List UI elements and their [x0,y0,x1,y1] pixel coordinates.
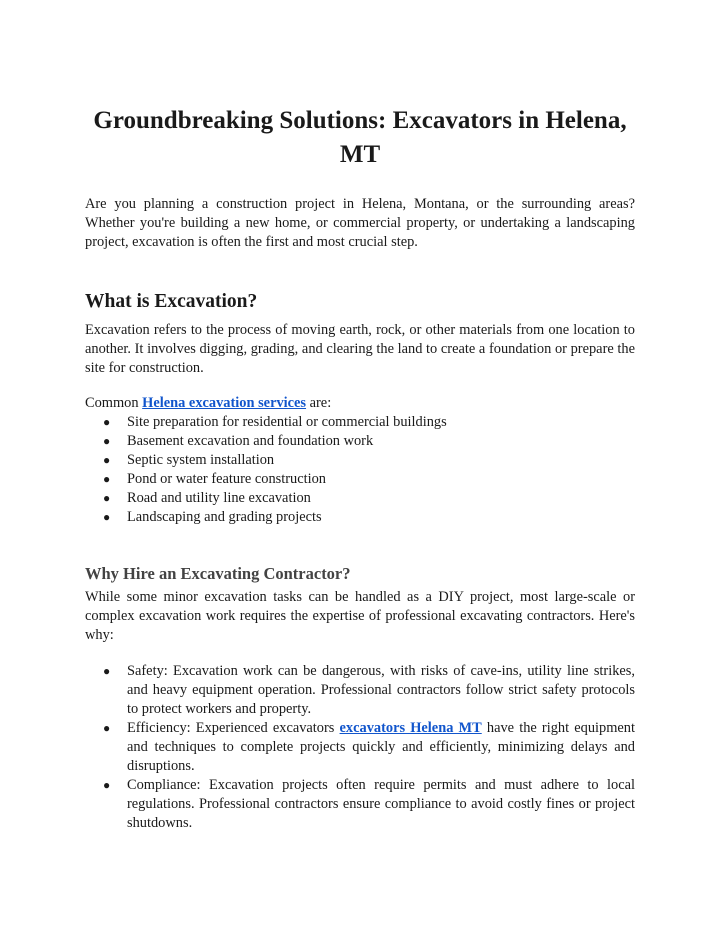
list-item [85,413,635,432]
list-item [85,489,635,508]
list-item [85,470,635,489]
reason-efficiency-suffix: have the right equipment and techniques to complete projects quickly and efficiently, minimizing delays and disruptions. [127,720,635,774]
list-item [85,451,635,470]
list-item [85,776,635,833]
helena-excavation-services-link[interactable]: Helena excavation services [142,395,307,411]
section-heading-what-is-excavation: What is Excavation? [85,291,258,312]
common-services-intro [85,394,635,413]
intro-paragraph: Are you planning a construction project in Helena, Montana, or the surrounding areas? Whether you're building a new home, or commercial property, or undertaking a landscaping project, excavation is often the first and most crucial step. [85,196,635,250]
reason-compliance-text: Compliance: Excavation projects often require permits and must adhere to local regulations. Professional contractors ensure compliance to avoid costly fines or project shutdowns. [127,777,635,831]
excavators-helena-mt-link[interactable]: excavators Helena MT [339,720,482,736]
bullet-icon: ● [103,453,111,467]
list-item [85,432,635,451]
reason-efficiency-prefix: Efficiency: Experienced excavators [127,720,340,736]
common-services-prefix: Common [85,395,143,411]
bullet-icon: ● [103,721,111,735]
bullet-icon: ● [103,491,111,505]
service-text: Road and utility line excavation [127,490,311,506]
bullet-icon: ● [103,778,111,792]
service-text: Basement excavation and foundation work [127,433,374,449]
bullet-icon: ● [103,434,111,448]
list-item [85,508,635,527]
common-services-suffix: are: [306,395,332,411]
service-text: Landscaping and grading projects [127,509,322,525]
service-text: Site preparation for residential or commercial buildings [127,414,447,430]
reason-safety-text: Safety: Excavation work can be dangerous, with risks of cave-ins, utility line strikes, and heavy equipment operation. Professional contractors follow strict safety protocols to protect workers and property. [127,663,635,717]
bullet-icon: ● [103,472,111,486]
services-list [85,413,635,527]
list-item [85,719,635,776]
bullet-icon: ● [103,664,111,678]
reasons-list [85,662,635,833]
page-title: Groundbreaking Solutions: Excavators in Helena, MT [93,107,627,168]
section-heading-why-hire: Why Hire an Excavating Contractor? [85,564,351,583]
list-item [85,662,635,719]
bullet-icon: ● [103,510,111,524]
bullet-icon: ● [103,415,111,429]
service-text: Septic system installation [127,452,275,468]
excavation-definition-paragraph: Excavation refers to the process of moving earth, rock, or other materials from one location to another. It involves digging, grading, and clearing the land to create a foundation or prepare the site for construction. [85,322,635,376]
service-text: Pond or water feature construction [127,471,327,487]
why-hire-paragraph: While some minor excavation tasks can be handled as a DIY project, most large-scale or complex excavation work requires the expertise of professional excavating contractors. Here's why: [85,589,635,643]
